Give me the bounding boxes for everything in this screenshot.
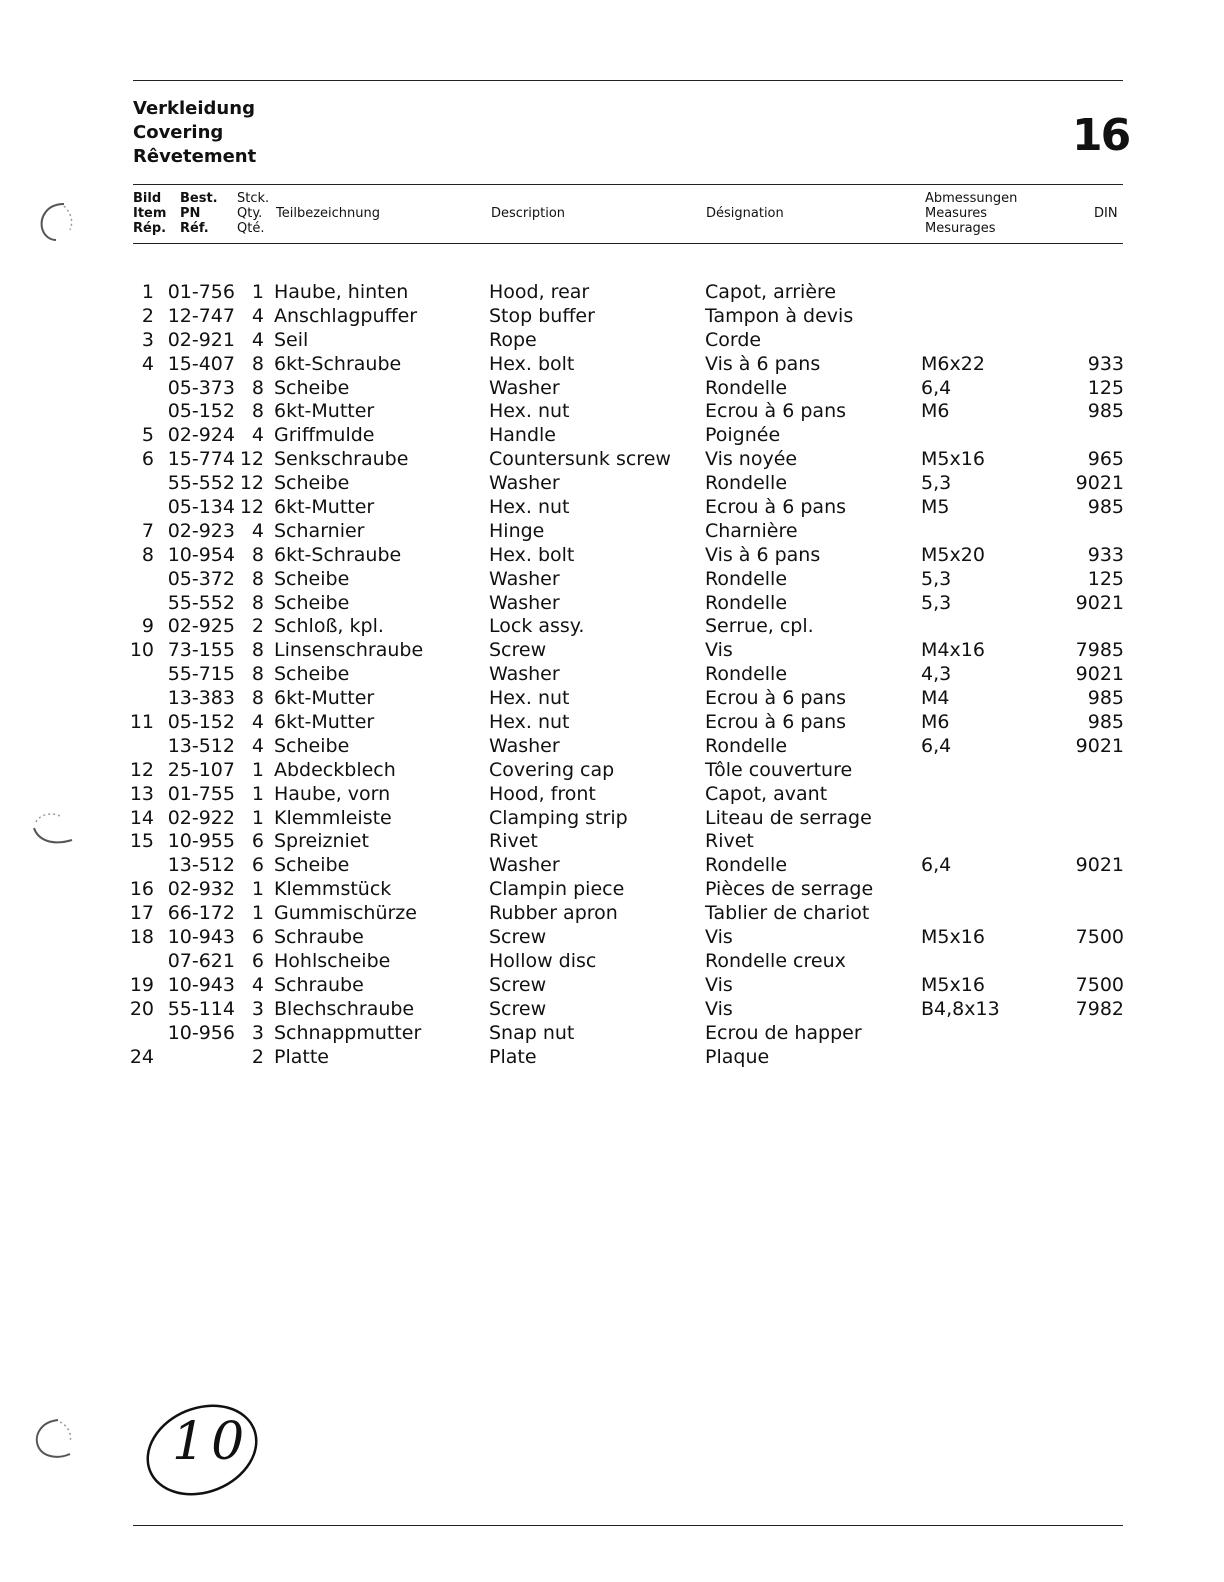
name-de: 6kt-Mutter: [274, 687, 375, 710]
quantity: 8: [251, 543, 264, 566]
measures: M4: [921, 687, 950, 710]
part-number: 10-955: [167, 830, 235, 853]
description-en: Screw: [489, 973, 547, 996]
item-number: 8: [141, 543, 154, 566]
quantity: 6: [251, 949, 264, 972]
name-de: Abdeckblech: [274, 758, 396, 781]
part-number: 05-373: [167, 376, 235, 399]
part-number: 55-552: [167, 472, 235, 495]
part-number: 13-512: [167, 734, 235, 757]
part-number: 07-621: [167, 949, 235, 972]
description-en: Washer: [489, 663, 560, 686]
description-en: Washer: [489, 567, 560, 590]
quantity: 1: [251, 806, 264, 829]
quantity: 6: [251, 830, 264, 853]
item-number: 4: [141, 352, 154, 375]
table-row: [0, 281, 1224, 305]
table-row: [0, 830, 1224, 854]
name-de: Hohlscheibe: [274, 949, 391, 972]
designation-fr: Rondelle: [705, 591, 788, 614]
description-en: Clamping strip: [489, 806, 628, 829]
description-en: Hex. bolt: [489, 352, 575, 375]
title-de: Verkleidung: [133, 98, 255, 119]
designation-fr: Rondelle: [705, 376, 788, 399]
table-row: [0, 448, 1224, 472]
col-header-qty: Stck. Qty. Qté.: [237, 191, 270, 236]
quantity: 8: [251, 352, 264, 375]
name-de: Senkschraube: [274, 448, 409, 471]
designation-fr: Liteau de serrage: [705, 806, 872, 829]
quantity: 4: [251, 711, 264, 734]
part-number: 66-172: [167, 902, 235, 925]
measures: 5,3: [921, 472, 952, 495]
description-en: Hex. nut: [489, 496, 570, 519]
item-number: 12: [129, 758, 154, 781]
item-number: 2: [141, 304, 154, 327]
quantity: 8: [251, 687, 264, 710]
description-en: Screw: [489, 997, 547, 1020]
designation-fr: Tôle couverture: [705, 758, 853, 781]
measures: 6,4: [921, 854, 952, 877]
punch-hole-mark: [28, 1414, 80, 1466]
handwritten-page-note: [140, 1398, 264, 1508]
col-header-item: Bild Item Rép.: [133, 191, 167, 236]
table-row: [0, 329, 1224, 353]
part-number: 12-747: [167, 304, 235, 327]
name-de: Scheibe: [274, 376, 350, 399]
description-en: Washer: [489, 854, 560, 877]
table-row: [0, 568, 1224, 592]
designation-fr: Ecrou à 6 pans: [705, 400, 847, 423]
designation-fr: Vis à 6 pans: [705, 543, 821, 566]
din-standard: 7500: [1075, 926, 1124, 949]
measures: M6: [921, 711, 950, 734]
part-number: 02-932: [167, 878, 235, 901]
name-de: Schraube: [274, 926, 364, 949]
quantity: 4: [251, 328, 264, 351]
name-de: Scheibe: [274, 734, 350, 757]
quantity: 4: [251, 973, 264, 996]
table-row: [0, 950, 1224, 974]
din-standard: 9021: [1075, 591, 1124, 614]
item-number: 9: [141, 615, 154, 638]
name-de: Scheibe: [274, 591, 350, 614]
din-standard: 9021: [1075, 663, 1124, 686]
item-number: 13: [129, 782, 154, 805]
name-de: Schnappmutter: [274, 1021, 422, 1044]
description-en: Plate: [489, 1045, 537, 1068]
part-number: 02-924: [167, 424, 235, 447]
din-standard: 9021: [1075, 472, 1124, 495]
designation-fr: Vis noyée: [705, 448, 798, 471]
table-row: [0, 902, 1224, 926]
measures: M4x16: [921, 639, 985, 662]
quantity: 6: [251, 926, 264, 949]
part-number: 05-372: [167, 567, 235, 590]
part-number: 13-383: [167, 687, 235, 710]
section-title: [133, 97, 256, 169]
table-row: [0, 377, 1224, 401]
item-number: 24: [129, 1045, 154, 1068]
name-de: Linsenschraube: [274, 639, 424, 662]
table-row: [0, 878, 1224, 902]
quantity: 3: [251, 1021, 264, 1044]
measures: B4,8x13: [921, 997, 1000, 1020]
din-standard: 9021: [1075, 854, 1124, 877]
item-number: 10: [129, 639, 154, 662]
din-standard: 985: [1087, 400, 1124, 423]
description-en: Clampin piece: [489, 878, 625, 901]
col-header-de: Teilbezeichnung: [276, 206, 380, 221]
name-de: 6kt-Schraube: [274, 543, 402, 566]
measures: 5,3: [921, 591, 952, 614]
designation-fr: Tablier de chariot: [705, 902, 870, 925]
page-number: 16: [1072, 110, 1130, 161]
description-en: Hex. nut: [489, 400, 570, 423]
quantity: 2: [251, 1045, 264, 1068]
name-de: Blechschraube: [274, 997, 415, 1020]
name-de: 6kt-Mutter: [274, 711, 375, 734]
measures: M5x16: [921, 926, 985, 949]
table-row: [0, 926, 1224, 950]
designation-fr: Poignée: [705, 424, 781, 447]
din-standard: 125: [1087, 376, 1124, 399]
part-number: 02-923: [167, 519, 235, 542]
name-de: Klemmstück: [274, 878, 392, 901]
table-row: [0, 496, 1224, 520]
item-number: 20: [129, 997, 154, 1020]
part-number: 10-943: [167, 973, 235, 996]
quantity: 8: [251, 663, 264, 686]
description-en: Washer: [489, 376, 560, 399]
din-standard: 933: [1087, 543, 1124, 566]
measures: 6,4: [921, 376, 952, 399]
designation-fr: Rondelle: [705, 472, 788, 495]
item-number: 5: [141, 424, 154, 447]
quantity: 3: [251, 997, 264, 1020]
item-number: 17: [129, 902, 154, 925]
description-en: Screw: [489, 639, 547, 662]
din-standard: 985: [1087, 687, 1124, 710]
table-row: [0, 1046, 1224, 1070]
description-en: Screw: [489, 926, 547, 949]
part-number: 10-956: [167, 1021, 235, 1044]
description-en: Hood, front: [489, 782, 596, 805]
designation-fr: Serrue, cpl.: [705, 615, 814, 638]
name-de: 6kt-Schraube: [274, 352, 402, 375]
description-en: Covering cap: [489, 758, 615, 781]
designation-fr: Pièces de serrage: [705, 878, 874, 901]
din-standard: 985: [1087, 711, 1124, 734]
quantity: 8: [251, 567, 264, 590]
name-de: 6kt-Mutter: [274, 496, 375, 519]
item-number: 3: [141, 328, 154, 351]
din-standard: 9021: [1075, 734, 1124, 757]
table-row: [0, 400, 1224, 424]
designation-fr: Capot, arrière: [705, 281, 837, 303]
col-header-fr: Désignation: [706, 206, 784, 221]
designation-fr: Corde: [705, 328, 762, 351]
description-en: Hinge: [489, 519, 545, 542]
table-row: [0, 544, 1224, 568]
name-de: Schloß, kpl.: [274, 615, 384, 638]
name-de: Klemmleiste: [274, 806, 392, 829]
din-standard: 933: [1087, 352, 1124, 375]
table-row: [0, 592, 1224, 616]
designation-fr: Vis: [705, 639, 733, 662]
name-de: Scheibe: [274, 663, 350, 686]
quantity: 2: [251, 615, 264, 638]
designation-fr: Ecrou de happer: [705, 1021, 862, 1044]
quantity: 1: [251, 902, 264, 925]
title-fr: Rêvetement: [133, 146, 257, 167]
quantity: 8: [251, 639, 264, 662]
quantity: 1: [251, 878, 264, 901]
description-en: Washer: [489, 734, 560, 757]
designation-fr: Vis: [705, 926, 733, 949]
punch-hole-mark: [24, 806, 80, 854]
din-standard: 965: [1087, 448, 1124, 471]
part-number: 55-552: [167, 591, 235, 614]
col-header-din: DIN: [1094, 206, 1118, 221]
designation-fr: Rondelle: [705, 854, 788, 877]
description-en: Washer: [489, 591, 560, 614]
designation-fr: Charnière: [705, 519, 798, 542]
item-number: 11: [129, 711, 154, 734]
quantity: 6: [251, 854, 264, 877]
designation-fr: Vis: [705, 973, 733, 996]
measures: M6: [921, 400, 950, 423]
designation-fr: Vis à 6 pans: [705, 352, 821, 375]
part-number: 05-152: [167, 711, 235, 734]
description-en: Hex. bolt: [489, 543, 575, 566]
name-de: Haube, hinten: [274, 281, 409, 303]
item-number: 15: [129, 830, 154, 853]
measures: M5x16: [921, 448, 985, 471]
part-number: 02-925: [167, 615, 235, 638]
designation-fr: Rondelle: [705, 734, 788, 757]
measures: M5: [921, 496, 950, 519]
table-row: [0, 639, 1224, 663]
table-row: [0, 974, 1224, 998]
description-en: Snap nut: [489, 1021, 575, 1044]
name-de: Scheibe: [274, 854, 350, 877]
designation-fr: Ecrou à 6 pans: [705, 711, 847, 734]
measures: M6x22: [921, 352, 985, 375]
quantity: 4: [251, 734, 264, 757]
part-number: 10-943: [167, 926, 235, 949]
name-de: Platte: [274, 1045, 329, 1068]
name-de: Scharnier: [274, 519, 365, 542]
item-number: 6: [141, 448, 154, 471]
designation-fr: Rondelle: [705, 663, 788, 686]
din-standard: 7985: [1075, 639, 1124, 662]
part-number: 05-134: [167, 496, 235, 519]
table-row: [0, 663, 1224, 687]
description-en: Lock assy.: [489, 615, 585, 638]
quantity: 1: [251, 758, 264, 781]
table-row: [0, 472, 1224, 496]
description-en: Countersunk screw: [489, 448, 671, 471]
table-row: [0, 687, 1224, 711]
part-number: 01-756: [167, 281, 235, 303]
designation-fr: Plaque: [705, 1045, 770, 1068]
header-bottom-rule: [133, 243, 1123, 244]
punch-hole-mark: [34, 198, 82, 246]
description-en: Rivet: [489, 830, 538, 853]
quantity: 1: [251, 281, 264, 303]
quantity: 8: [251, 376, 264, 399]
table-row: [0, 783, 1224, 807]
name-de: Scheibe: [274, 567, 350, 590]
top-rule: [133, 80, 1123, 81]
name-de: Anschlagpuffer: [274, 304, 418, 327]
quantity: 8: [251, 591, 264, 614]
name-de: Gummischürze: [274, 902, 417, 925]
measures: 6,4: [921, 734, 952, 757]
part-number: 25-107: [167, 758, 235, 781]
part-number: 02-921: [167, 328, 235, 351]
table-row: [0, 305, 1224, 329]
table-row: [0, 759, 1224, 783]
name-de: Spreizniet: [274, 830, 369, 853]
quantity: 1: [251, 782, 264, 805]
measures: 5,3: [921, 567, 952, 590]
item-number: 16: [129, 878, 154, 901]
item-number: 7: [141, 519, 154, 542]
header-top-rule: [133, 184, 1123, 185]
measures: M5x20: [921, 543, 985, 566]
description-en: Hex. nut: [489, 711, 570, 734]
din-standard: 985: [1087, 496, 1124, 519]
part-number: 55-114: [167, 997, 235, 1020]
part-number: 01-755: [167, 782, 235, 805]
description-en: Hollow disc: [489, 949, 597, 972]
description-en: Washer: [489, 472, 560, 495]
name-de: 6kt-Mutter: [274, 400, 375, 423]
item-number: 18: [129, 926, 154, 949]
name-de: Seil: [274, 328, 309, 351]
name-de: Haube, vorn: [274, 782, 391, 805]
table-row: [0, 424, 1224, 448]
table-row: [0, 854, 1224, 878]
designation-fr: Vis: [705, 997, 733, 1020]
designation-fr: Tampon à devis: [705, 304, 854, 327]
designation-fr: Rivet: [705, 830, 754, 853]
description-en: Hex. nut: [489, 687, 570, 710]
din-standard: 7500: [1075, 973, 1124, 996]
name-de: Griffmulde: [274, 424, 375, 447]
designation-fr: Ecrou à 6 pans: [705, 496, 847, 519]
table-row: [0, 735, 1224, 759]
col-header-measures: Abmessungen Measures Mesurages: [925, 191, 1018, 236]
quantity: 12: [239, 472, 264, 495]
part-number: 13-512: [167, 854, 235, 877]
item-number: 19: [129, 973, 154, 996]
part-number: 73-155: [167, 639, 235, 662]
table-row: [0, 807, 1224, 831]
quantity: 12: [239, 496, 264, 519]
name-de: Scheibe: [274, 472, 350, 495]
item-number: 14: [129, 806, 154, 829]
quantity: 4: [251, 519, 264, 542]
name-de: Schraube: [274, 973, 364, 996]
measures: M5x16: [921, 973, 985, 996]
din-standard: 125: [1087, 567, 1124, 590]
table-row: [0, 353, 1224, 377]
col-header-pn: Best. PN Réf.: [180, 191, 218, 236]
designation-fr: Capot, avant: [705, 782, 828, 805]
quantity: 4: [251, 424, 264, 447]
table-row: [0, 520, 1224, 544]
din-standard: 7982: [1075, 997, 1124, 1020]
table-row: [0, 711, 1224, 735]
quantity: 8: [251, 400, 264, 423]
table-row: [0, 1022, 1224, 1046]
handwritten-note-text: 10: [172, 1412, 251, 1472]
table-row: [0, 998, 1224, 1022]
description-en: Handle: [489, 424, 557, 447]
part-number: 02-922: [167, 806, 235, 829]
col-header-en: Description: [491, 206, 566, 221]
part-number: 10-954: [167, 543, 235, 566]
measures: 4,3: [921, 663, 952, 686]
quantity: 12: [239, 448, 264, 471]
title-en: Covering: [133, 122, 224, 143]
bottom-rule: [133, 1525, 1123, 1526]
parts-table: [0, 281, 1224, 1069]
quantity: 4: [251, 304, 264, 327]
description-en: Hood, rear: [489, 281, 590, 303]
item-number: 1: [141, 281, 154, 303]
table-row: [0, 615, 1224, 639]
part-number: 15-774: [167, 448, 235, 471]
description-en: Rope: [489, 328, 537, 351]
part-number: 05-152: [167, 400, 235, 423]
description-en: Stop buffer: [489, 304, 595, 327]
designation-fr: Ecrou à 6 pans: [705, 687, 847, 710]
part-number: 55-715: [167, 663, 235, 686]
designation-fr: Rondelle: [705, 567, 788, 590]
designation-fr: Rondelle creux: [705, 949, 846, 972]
part-number: 15-407: [167, 352, 235, 375]
description-en: Rubber apron: [489, 902, 618, 925]
